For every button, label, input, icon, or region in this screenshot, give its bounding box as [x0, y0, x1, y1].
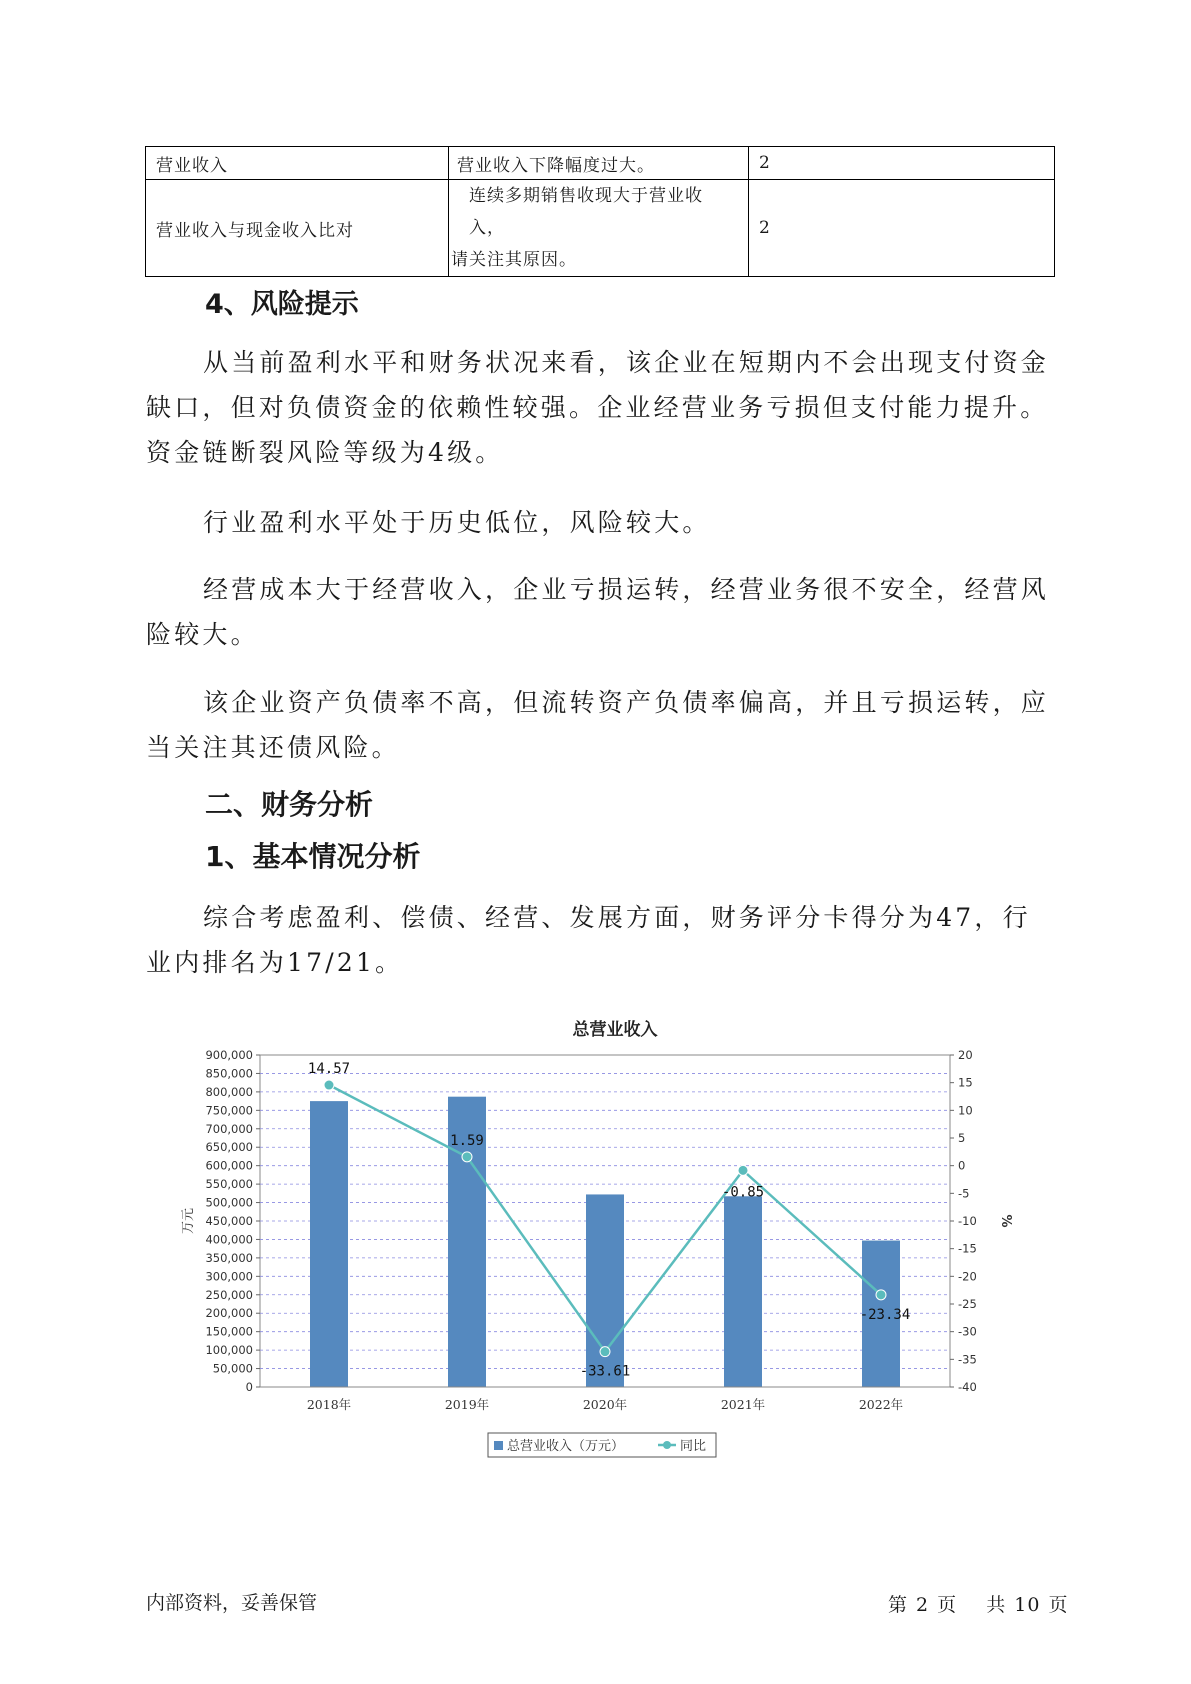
x-tick-label: 2022年 [858, 1397, 904, 1412]
y-right-tick-label: -25 [958, 1297, 977, 1311]
yoy-data-label: -23.34 [859, 1306, 911, 1323]
y-right-tick-label: 5 [958, 1131, 966, 1145]
yoy-point [738, 1165, 748, 1175]
y-tick-label: 800,000 [205, 1084, 253, 1099]
revenue-chart-svg [170, 1005, 1020, 1475]
legend-line-label: 同比 [680, 1439, 707, 1454]
y-tick-label: 50,000 [212, 1361, 253, 1376]
yoy-data-label: -0.85 [721, 1184, 765, 1201]
footer-confidential: 内部资料，妥善保管 [146, 1592, 318, 1614]
y-tick-label: 850,000 [205, 1066, 253, 1081]
y-right-tick-label: -20 [958, 1269, 977, 1284]
table-cell-desc-line: 连续多期销售收现大于营业收入， [469, 186, 703, 238]
yoy-data-label: 1.59 [450, 1132, 484, 1149]
risk-paragraph: 从当前盈利水平和财务状况来看，该企业在短期内不会出现支付资金缺口，但对负债资金的依赖性较强。企业经营业务亏损但支付能力提升。资金链断裂风险等级为4级。 [146, 348, 1050, 467]
footer-page-unit: 页 [937, 1594, 958, 1616]
chart-title: 总营业收入 [572, 1020, 658, 1040]
y-right-tick-label: 0 [958, 1158, 966, 1173]
table-cell-level: 2 [749, 180, 1055, 277]
revenue-chart [170, 1005, 1020, 1475]
yoy-point [324, 1080, 334, 1090]
y-tick-label: 550,000 [205, 1177, 253, 1192]
yoy-point [462, 1152, 472, 1162]
y-tick-label: 0 [245, 1380, 253, 1394]
y-right-tick-label: 15 [958, 1075, 973, 1090]
y-right-tick-label: -40 [958, 1380, 977, 1394]
y-tick-label: 150,000 [205, 1324, 253, 1339]
footer-page-number [884, 1590, 1072, 1617]
y-tick-label: 250,000 [205, 1287, 253, 1302]
y-tick-label: 350,000 [205, 1250, 253, 1265]
table-cell-desc-line: 请关注其原因。 [451, 250, 577, 270]
legend-line-marker [663, 1441, 671, 1449]
x-tick-label: 2021年 [720, 1397, 766, 1412]
y-tick-label: 100,000 [205, 1343, 253, 1358]
y-right-tick-label: -10 [958, 1214, 977, 1228]
y-axis-label: 万元 [181, 1207, 196, 1235]
risk-paragraph: 该企业资产负债率不高，但流转资产负债率偏高，并且亏损运转，应当关注其还债风险。 [146, 688, 1050, 762]
bar [586, 1194, 624, 1387]
yoy-point [600, 1347, 610, 1357]
y-tick-label: 300,000 [205, 1269, 253, 1284]
x-tick-label: 2018年 [306, 1397, 352, 1412]
y-tick-label: 450,000 [205, 1214, 253, 1228]
bar [310, 1101, 348, 1387]
table-cell-level: 2 [749, 147, 1055, 180]
finance-paragraph: 综合考虑盈利、偿债、经营、发展方面，财务评分卡得分为47，行业内排名为17/21。 [146, 903, 1031, 977]
footer-total-num: 10 [1014, 1594, 1041, 1616]
table-cell-desc [449, 180, 749, 277]
y-right-tick-label: -35 [958, 1352, 977, 1367]
x-tick-label: 2020年 [582, 1397, 628, 1412]
table-cell-item: 营业收入与现金收入比对 [146, 180, 449, 277]
table-row [146, 147, 1055, 180]
y-tick-label: 600,000 [205, 1158, 253, 1173]
yoy-data-label: -33.61 [579, 1363, 631, 1380]
bar [724, 1196, 762, 1387]
table-row [146, 180, 1055, 277]
footer-page-num: 2 [916, 1594, 930, 1616]
risk-heading: 4、风险提示 [205, 289, 359, 320]
footer-total-word: 共 [986, 1594, 1007, 1616]
y-right-tick-label: -15 [958, 1241, 977, 1256]
legend-bar-label: 总营业收入（万元） [507, 1439, 625, 1454]
y-tick-label: 500,000 [205, 1195, 253, 1210]
yoy-point [876, 1290, 886, 1300]
y-right-tick-label: 20 [958, 1048, 973, 1062]
basic-analysis-heading: 1、基本情况分析 [205, 840, 421, 873]
legend-bar-swatch [494, 1441, 503, 1450]
table-cell-desc: 营业收入下降幅度过大。 [449, 147, 749, 180]
footer-total-unit: 页 [1048, 1594, 1069, 1616]
finance-heading: 二、财务分析 [205, 788, 374, 821]
y-tick-label: 750,000 [205, 1103, 253, 1118]
y-tick-label: 700,000 [205, 1121, 253, 1136]
yoy-data-label: 14.57 [307, 1061, 351, 1078]
table-cell-item: 营业收入 [146, 147, 449, 180]
y-tick-label: 900,000 [205, 1048, 253, 1062]
y-right-tick-label: -30 [958, 1324, 977, 1339]
y-tick-label: 400,000 [205, 1232, 253, 1247]
x-tick-label: 2019年 [444, 1397, 490, 1412]
footer-page-word: 第 [888, 1594, 909, 1616]
risk-paragraph: 经营成本大于经营收入，企业亏损运转，经营业务很不安全，经营风险较大。 [146, 575, 1050, 649]
risk-table [145, 146, 1055, 277]
y-right-tick-label: -5 [958, 1186, 970, 1201]
y-right-axis-label: % [998, 1214, 1013, 1228]
y-tick-label: 650,000 [205, 1140, 253, 1155]
y-right-tick-label: 10 [958, 1103, 973, 1118]
risk-paragraph: 行业盈利水平处于历史低位，风险较大。 [203, 508, 711, 537]
y-tick-label: 200,000 [205, 1306, 253, 1321]
